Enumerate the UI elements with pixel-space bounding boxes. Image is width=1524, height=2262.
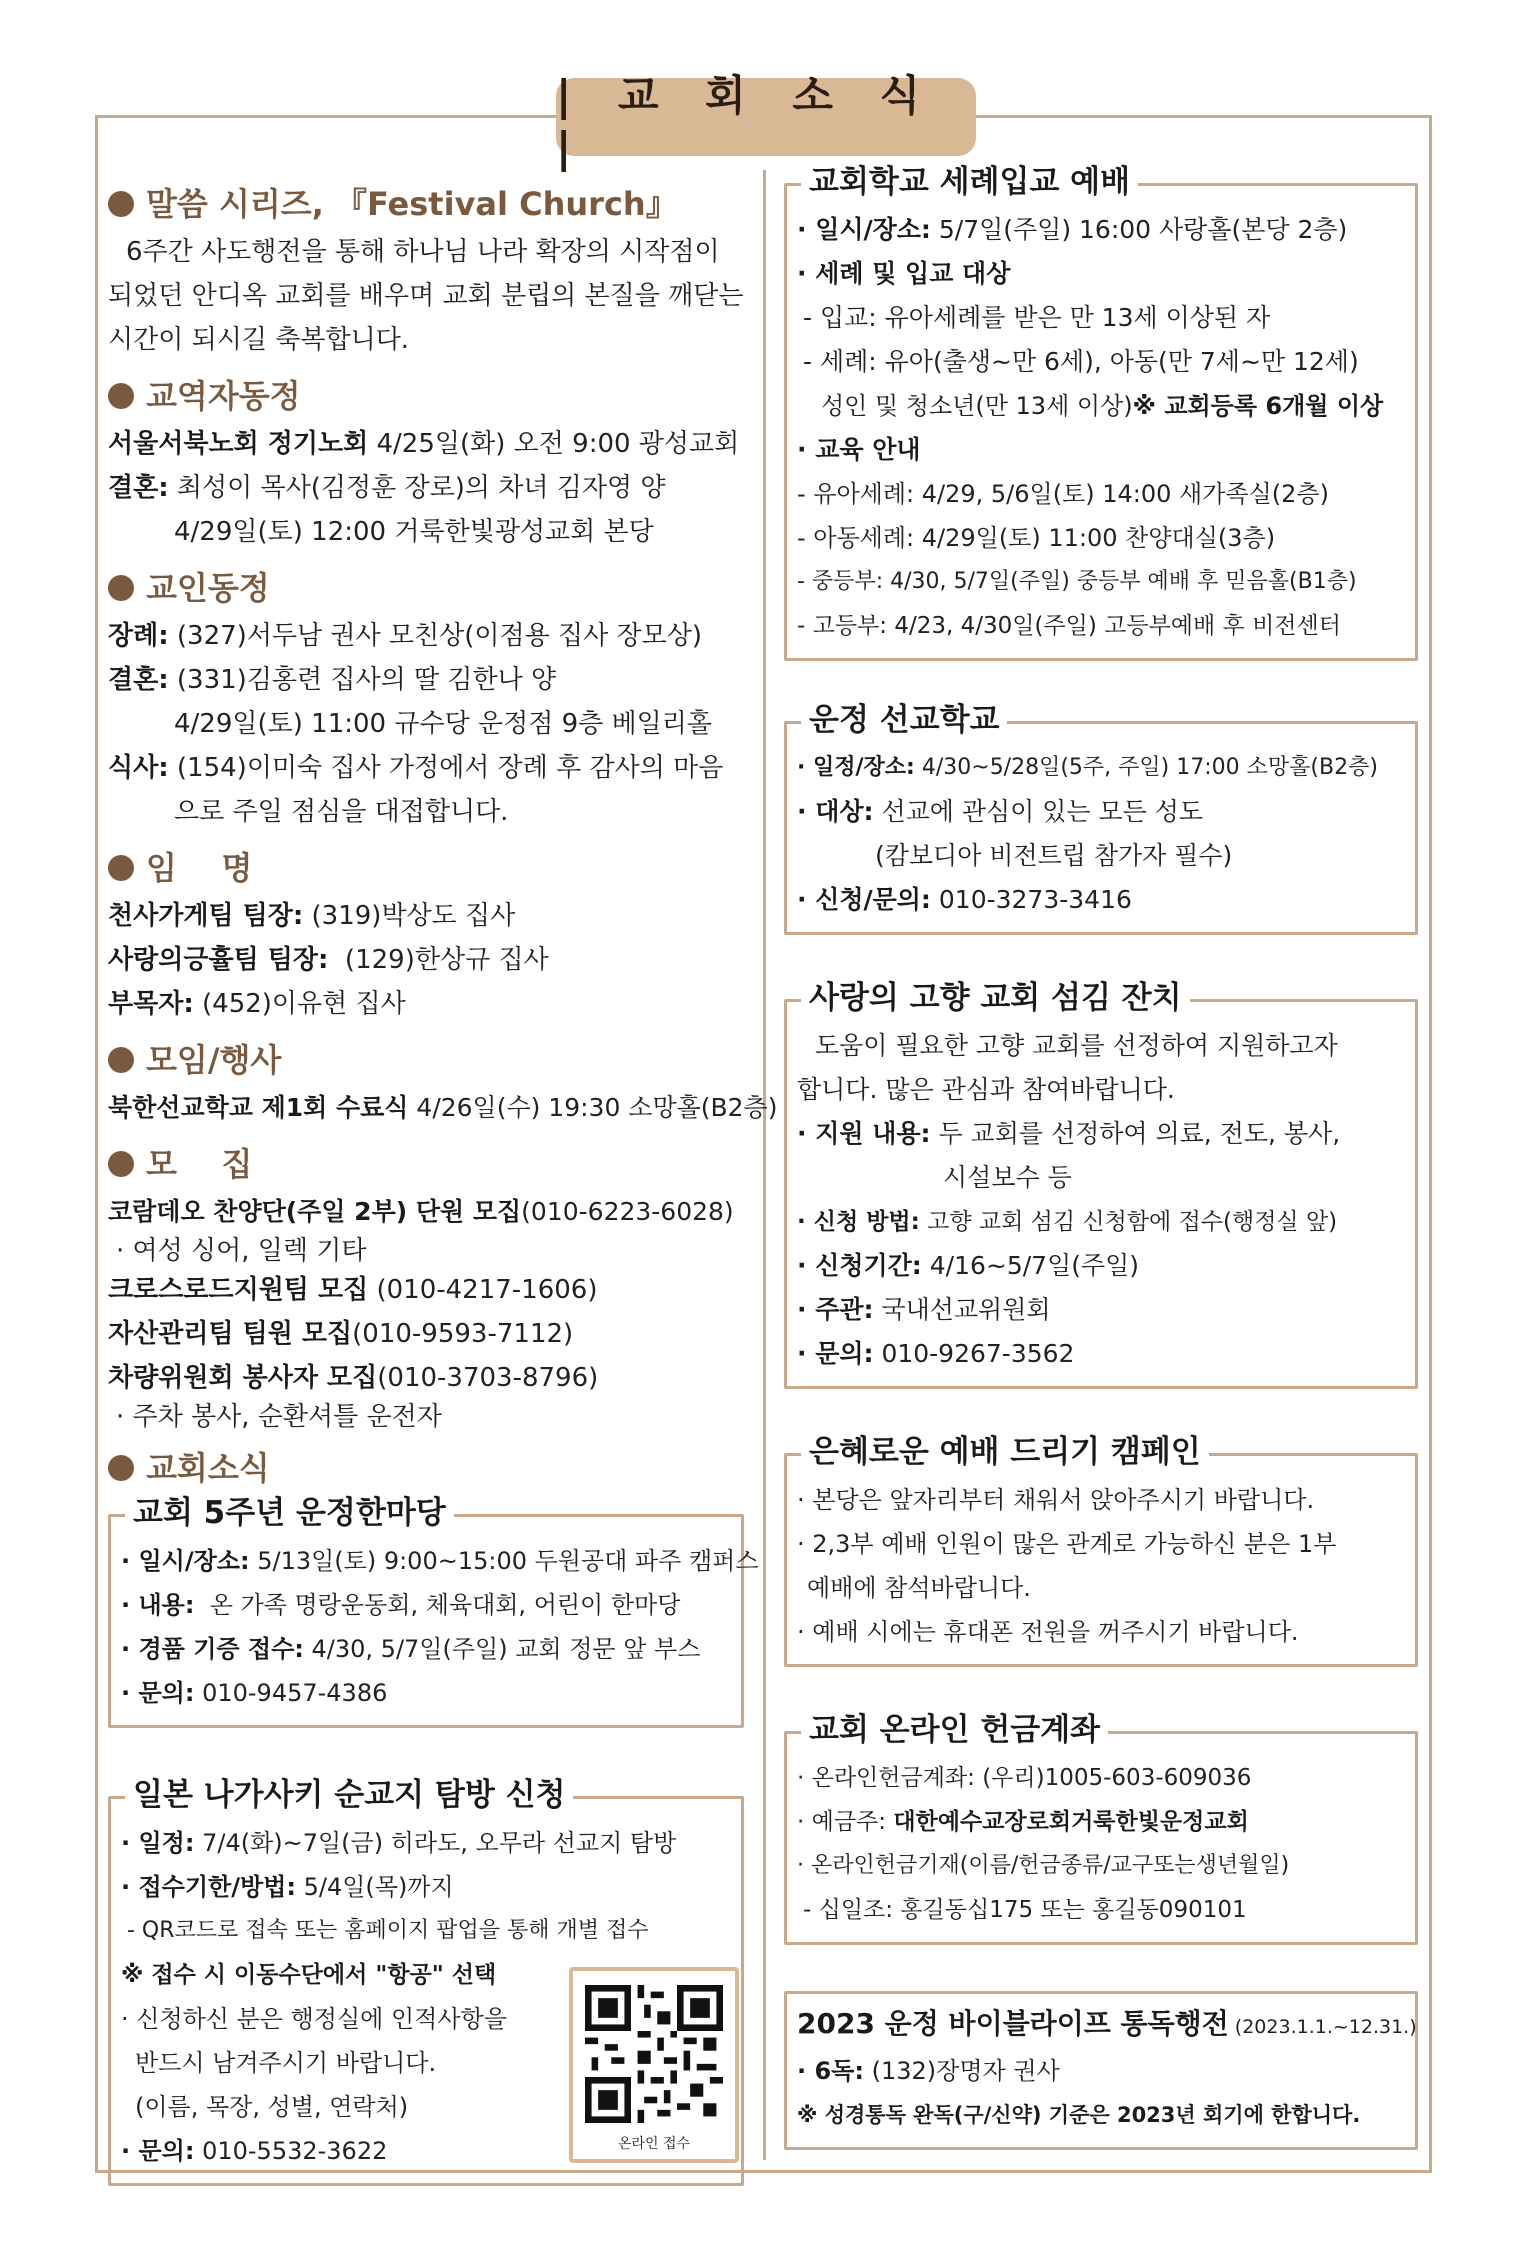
offering-box: 교회 온라인 헌금계좌 · 온라인헌금계좌: (우리)1005-603-609036 · 예금주: 대한예수교장로회거룩한빛운정교회 · 온라인헌금기재(이름/헌금종류/교구또는생년월일) - 십일조: 홍길동십175 또는 홍길동090101 [784, 1731, 1418, 1945]
bullet-dot-icon [108, 1151, 134, 1177]
appoint-heading: 임 명 [108, 848, 748, 888]
japan-trip-title: 일본 나가사키 순교지 탐방 신청 [125, 1775, 573, 1815]
members-heading: 교인동정 [108, 568, 748, 608]
sermon-heading: 말씀 시리즈, 『Festival Church』 [108, 184, 748, 224]
recruit-heading: 모 집 [108, 1144, 748, 1184]
hometown-box: 사랑의 고향 교회 섬김 잔치 도움이 필요한 고향 교회를 선정하여 지원하고자 합니다. 많은 관심과 참여바랍니다. · 지원 내용: 두 교회를 선정하여 의료, 전도, 봉사, 시설보수 등 · 신청 방법: 고향 교회 섬김 신청함에 접수(행정실 앞) · 신청기간: 4/16~5/7일(주일) · 주관: 국내선교위원회 · 문의: 010-9267-3562 [784, 999, 1418, 1389]
right-column [784, 165, 1420, 2150]
worship-box: 은혜로운 예배 드리기 캠페인 · 본당은 앞자리부터 채워서 앉아주시기 바랍니다. · 2,3부 예배 인원이 많은 관계로 가능하신 분은 1부 예배에 참석바랍니다. · 예배 시에는 휴대폰 전원을 꺼주시기 바랍니다. [784, 1453, 1418, 1667]
japan-trip-box: 일본 나가사키 순교지 탐방 신청 · 일정: 7/4(화)~7일(금) 히라도, 오무라 선교지 탐방 · 접수기한/방법: 5/4일(목)까지 - QR코드로 접속 또는 홈페이지 팝업을 통해 개별 접수 ※ 접수 시 이동수단에서 "항공" 선택 · 신청하신 분은 행정실에 인적사항을 반드시 남겨주시기 바랍니다. (이름, 목장, 성별, 연락처) · 문의: 010-5532-3622 온라인 접수 [108, 1796, 744, 2186]
worship-title: 은혜로운 예배 드리기 캠페인 [801, 1432, 1209, 1472]
ministers-heading: 교역자동정 [108, 376, 748, 416]
bible-reading-box: 2023 운정 바이블라이프 통독행전 (2023.1.1.~12.31.) · 6독: (132)장명자 권사 ※ 성경통독 완독(구/신약) 기준은 2023년 회기에 한합니다. [784, 1991, 1418, 2150]
bullet-dot-icon [108, 191, 134, 217]
offering-title: 교회 온라인 헌금계좌 [801, 1710, 1108, 1750]
bullet-dot-icon [108, 383, 134, 409]
meeting-list: 북한선교학교 제1회 수료식 4/26일(수) 19:30 소망홀(B2층) [108, 1093, 778, 1122]
left-column [108, 170, 778, 2186]
mission-title: 운정 선교학교 [801, 700, 1007, 740]
bullet-dot-icon [108, 575, 134, 601]
recruit-list: 코람데오 찬양단(주일 2부) 단원 모집(010-6223-6028) · 여성 싱어, 일렉 기타 크로스로드지원팀 모집 (010-4217-1606) 자산관리팀 팀원 모집(010-9593-7112) 차량위원회 봉사자 모집(010-3703-8796) · 주차 봉사, 순환셔틀 운전자 [108, 1197, 734, 1432]
mission-box: 운정 선교학교 · 일정/장소: 4/30~5/28일(5주, 주일) 17:00 소망홀(B2층) · 대상: 선교에 관심이 있는 모든 성도 (캄보디아 비전트립 참가자 필수) · 신청/문의: 010-3273-3416 [784, 721, 1418, 935]
ministers-list: 서울서북노회 정기노회 4/25일(화) 오전 9:00 광성교회 결혼: 최성이 목사(김정훈 장로)의 차녀 김자영 양 4/29일(토) 12:00 거룩한빛광성교회 본당 [108, 429, 740, 547]
baptism-box: 교회학교 세례입교 예배 · 일시/장소: 5/7일(주일) 16:00 사랑홀(본당 2층) · 세례 및 입교 대상 - 입교: 유아세례를 받은 만 13세 이상된 자 - 세례: 유아(출생~만 6세), 아동(만 7세~만 12세) 성인 및 청소년(만 13세 이상)※ 교회등록 6개월 이상 · 교육 안내 - 유아세례: 4/29, 5/6일(토) 14:00 새가족실(2층) - 아동세례: 4/29일(토) 11:00 찬양대실(3층) - 중등부: 4/30, 5/7일(주일) 중등부 예배 후 믿음홀(B1층) - 고등부: 4/23, 4/30일(주일) 고등부예배 후 비전센터 [784, 183, 1418, 661]
anniversary-box: 교회 5주년 운정한마당 · 일시/장소: 5/13일(토) 9:00~15:00 두원공대 파주 캠퍼스 · 내용: 온 가족 명랑운동회, 체육대회, 어린이 한마당 · 경품 기증 접수: 4/30, 5/7일(주일) 교회 정문 앞 부스 · 문의: 010-9457-4386 [108, 1514, 744, 1728]
bullet-dot-icon [108, 1455, 134, 1481]
column-divider [763, 170, 766, 2160]
appoint-list: 천사가게팀 팀장: (319)박상도 집사 사랑의긍휼팀 팀장: (129)한상규 집사 부목자: (452)이유현 집사 [108, 901, 549, 1019]
baptism-title: 교회학교 세례입교 예배 [801, 162, 1138, 202]
qr-code-icon [585, 1979, 723, 2129]
hometown-title: 사랑의 고향 교회 섬김 잔치 [801, 978, 1190, 1018]
meeting-heading: 모임/행사 [108, 1040, 748, 1080]
page-title: | 교 회 소 식 | [556, 78, 976, 156]
qr-label: 온라인 접수 [617, 2136, 691, 2152]
bullet-dot-icon [108, 1047, 134, 1073]
news-heading: 교회소식 [108, 1448, 748, 1488]
bullet-dot-icon [108, 855, 134, 881]
members-list: 장례: (327)서두남 권사 모친상(이점용 집사 장모상) 결혼: (331)김홍련 집사의 딸 김한나 양 4/29일(토) 11:00 규수당 운정점 9층 베일리홀 식사: (154)이미숙 집사 가정에서 장례 후 감사의 마음 으로 주일 점심을 대접합니다. [108, 621, 724, 827]
bible-reading-title: 2023 운정 바이블라이프 통독행전 [797, 2007, 1229, 2040]
qr-code[interactable] [569, 1967, 739, 2163]
anniversary-title: 교회 5주년 운정한마당 [125, 1493, 454, 1533]
sermon-text: 6주간 사도행전을 통해 하나님 나라 확장의 시작점이 되었던 안디옥 교회를 배우며 교회 분립의 본질을 깨닫는 시간이 되시길 축복합니다. [108, 237, 744, 355]
